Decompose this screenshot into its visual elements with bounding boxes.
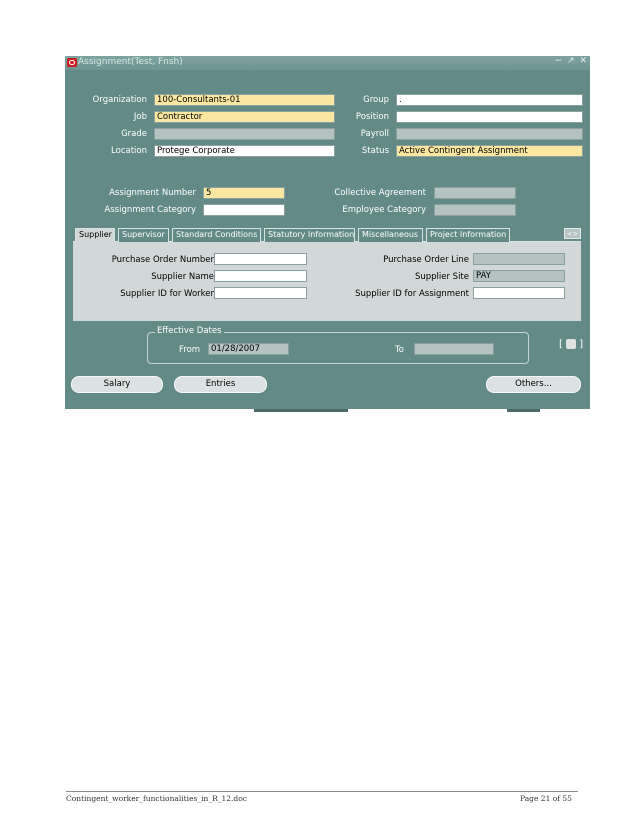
window-titlebar[interactable] [65, 56, 590, 70]
tab-statutory-information[interactable]: Statutory Information [264, 228, 355, 242]
purchase-order-line-label: Purchase Order Line [383, 255, 469, 265]
collective-agreement-label: Collective Agreement [334, 188, 426, 198]
payroll-label: Payroll [360, 129, 389, 139]
tab-supplier[interactable]: Supplier [75, 228, 115, 243]
flexfield-box-icon [566, 339, 576, 349]
assignment-window [65, 56, 590, 409]
to-date-field[interactable] [414, 343, 494, 355]
to-label: To [395, 345, 404, 355]
supplier-name-field[interactable] [214, 270, 307, 282]
tab-supervisor[interactable]: Supervisor [118, 228, 169, 242]
oracle-logo-icon [67, 58, 77, 67]
payroll-field[interactable] [396, 128, 583, 140]
tab-miscellaneous[interactable]: Miscellaneous [358, 228, 423, 242]
status-field[interactable]: Active Contingent Assignment [396, 145, 583, 157]
job-field[interactable]: Contractor [154, 111, 335, 123]
from-label: From [179, 345, 201, 355]
grade-label: Grade [121, 129, 147, 139]
location-label: Location [111, 146, 147, 156]
grade-field[interactable] [154, 128, 335, 140]
group-field[interactable]: . [396, 94, 583, 106]
supplier-tab-panel [73, 242, 581, 321]
window-bottom-shadow [254, 409, 348, 412]
tab-project-information[interactable]: Project Information [426, 228, 510, 242]
footer-filename: Contingent_worker_functionalities_in_R_12.doc [66, 794, 247, 803]
window-title: Assignment(Test, Fnsh) [78, 57, 183, 67]
effective-dates-title: Effective Dates [157, 326, 222, 336]
supplier-id-for-assignment-field[interactable] [473, 287, 565, 299]
position-label: Position [355, 112, 389, 122]
assignment-category-label: Assignment Category [104, 205, 196, 215]
tab-scroll-arrows-icon[interactable]: <> [564, 228, 581, 239]
supplier-id-for-worker-field[interactable] [214, 287, 307, 299]
salary-button[interactable]: Salary [71, 376, 163, 393]
flexfield-button[interactable]: [ ] [559, 339, 584, 350]
window-controls[interactable]: − ↗ ✕ [554, 56, 588, 66]
location-field[interactable]: Protege Corporate [154, 145, 335, 157]
assignment-number-field[interactable]: 5 [203, 187, 285, 199]
window-bottom-shadow [507, 409, 540, 412]
footer-divider [66, 791, 578, 792]
from-date-field[interactable]: 01/28/2007 [208, 343, 289, 355]
employee-category-label: Employee Category [342, 205, 426, 215]
assignment-category-field[interactable] [203, 204, 285, 216]
supplier-id-for-assignment-label: Supplier ID for Assignment [355, 289, 469, 299]
supplier-id-for-worker-label: Supplier ID for Worker [120, 289, 214, 299]
footer-page-number: Page 21 of 55 [520, 794, 572, 803]
group-label: Group [363, 95, 389, 105]
status-label: Status [361, 146, 389, 156]
collective-agreement-field[interactable] [434, 187, 516, 199]
organization-field[interactable]: 100-Consultants-01 [154, 94, 335, 106]
position-field[interactable] [396, 111, 583, 123]
supplier-site-field[interactable]: PAY [473, 270, 565, 282]
assignment-number-label: Assignment Number [109, 188, 196, 198]
tab-standard-conditions[interactable]: Standard Conditions [172, 228, 261, 242]
organization-label: Organization [92, 95, 147, 105]
supplier-site-label: Supplier Site [414, 272, 469, 282]
purchase-order-number-field[interactable] [214, 253, 307, 265]
job-label: Job [133, 112, 147, 122]
others-button[interactable]: Others... [486, 376, 581, 393]
entries-button[interactable]: Entries [174, 376, 267, 393]
supplier-name-label: Supplier Name [151, 272, 214, 282]
employee-category-field[interactable] [434, 204, 516, 216]
purchase-order-number-label: Purchase Order Number [111, 255, 214, 265]
purchase-order-line-field[interactable] [473, 253, 565, 265]
